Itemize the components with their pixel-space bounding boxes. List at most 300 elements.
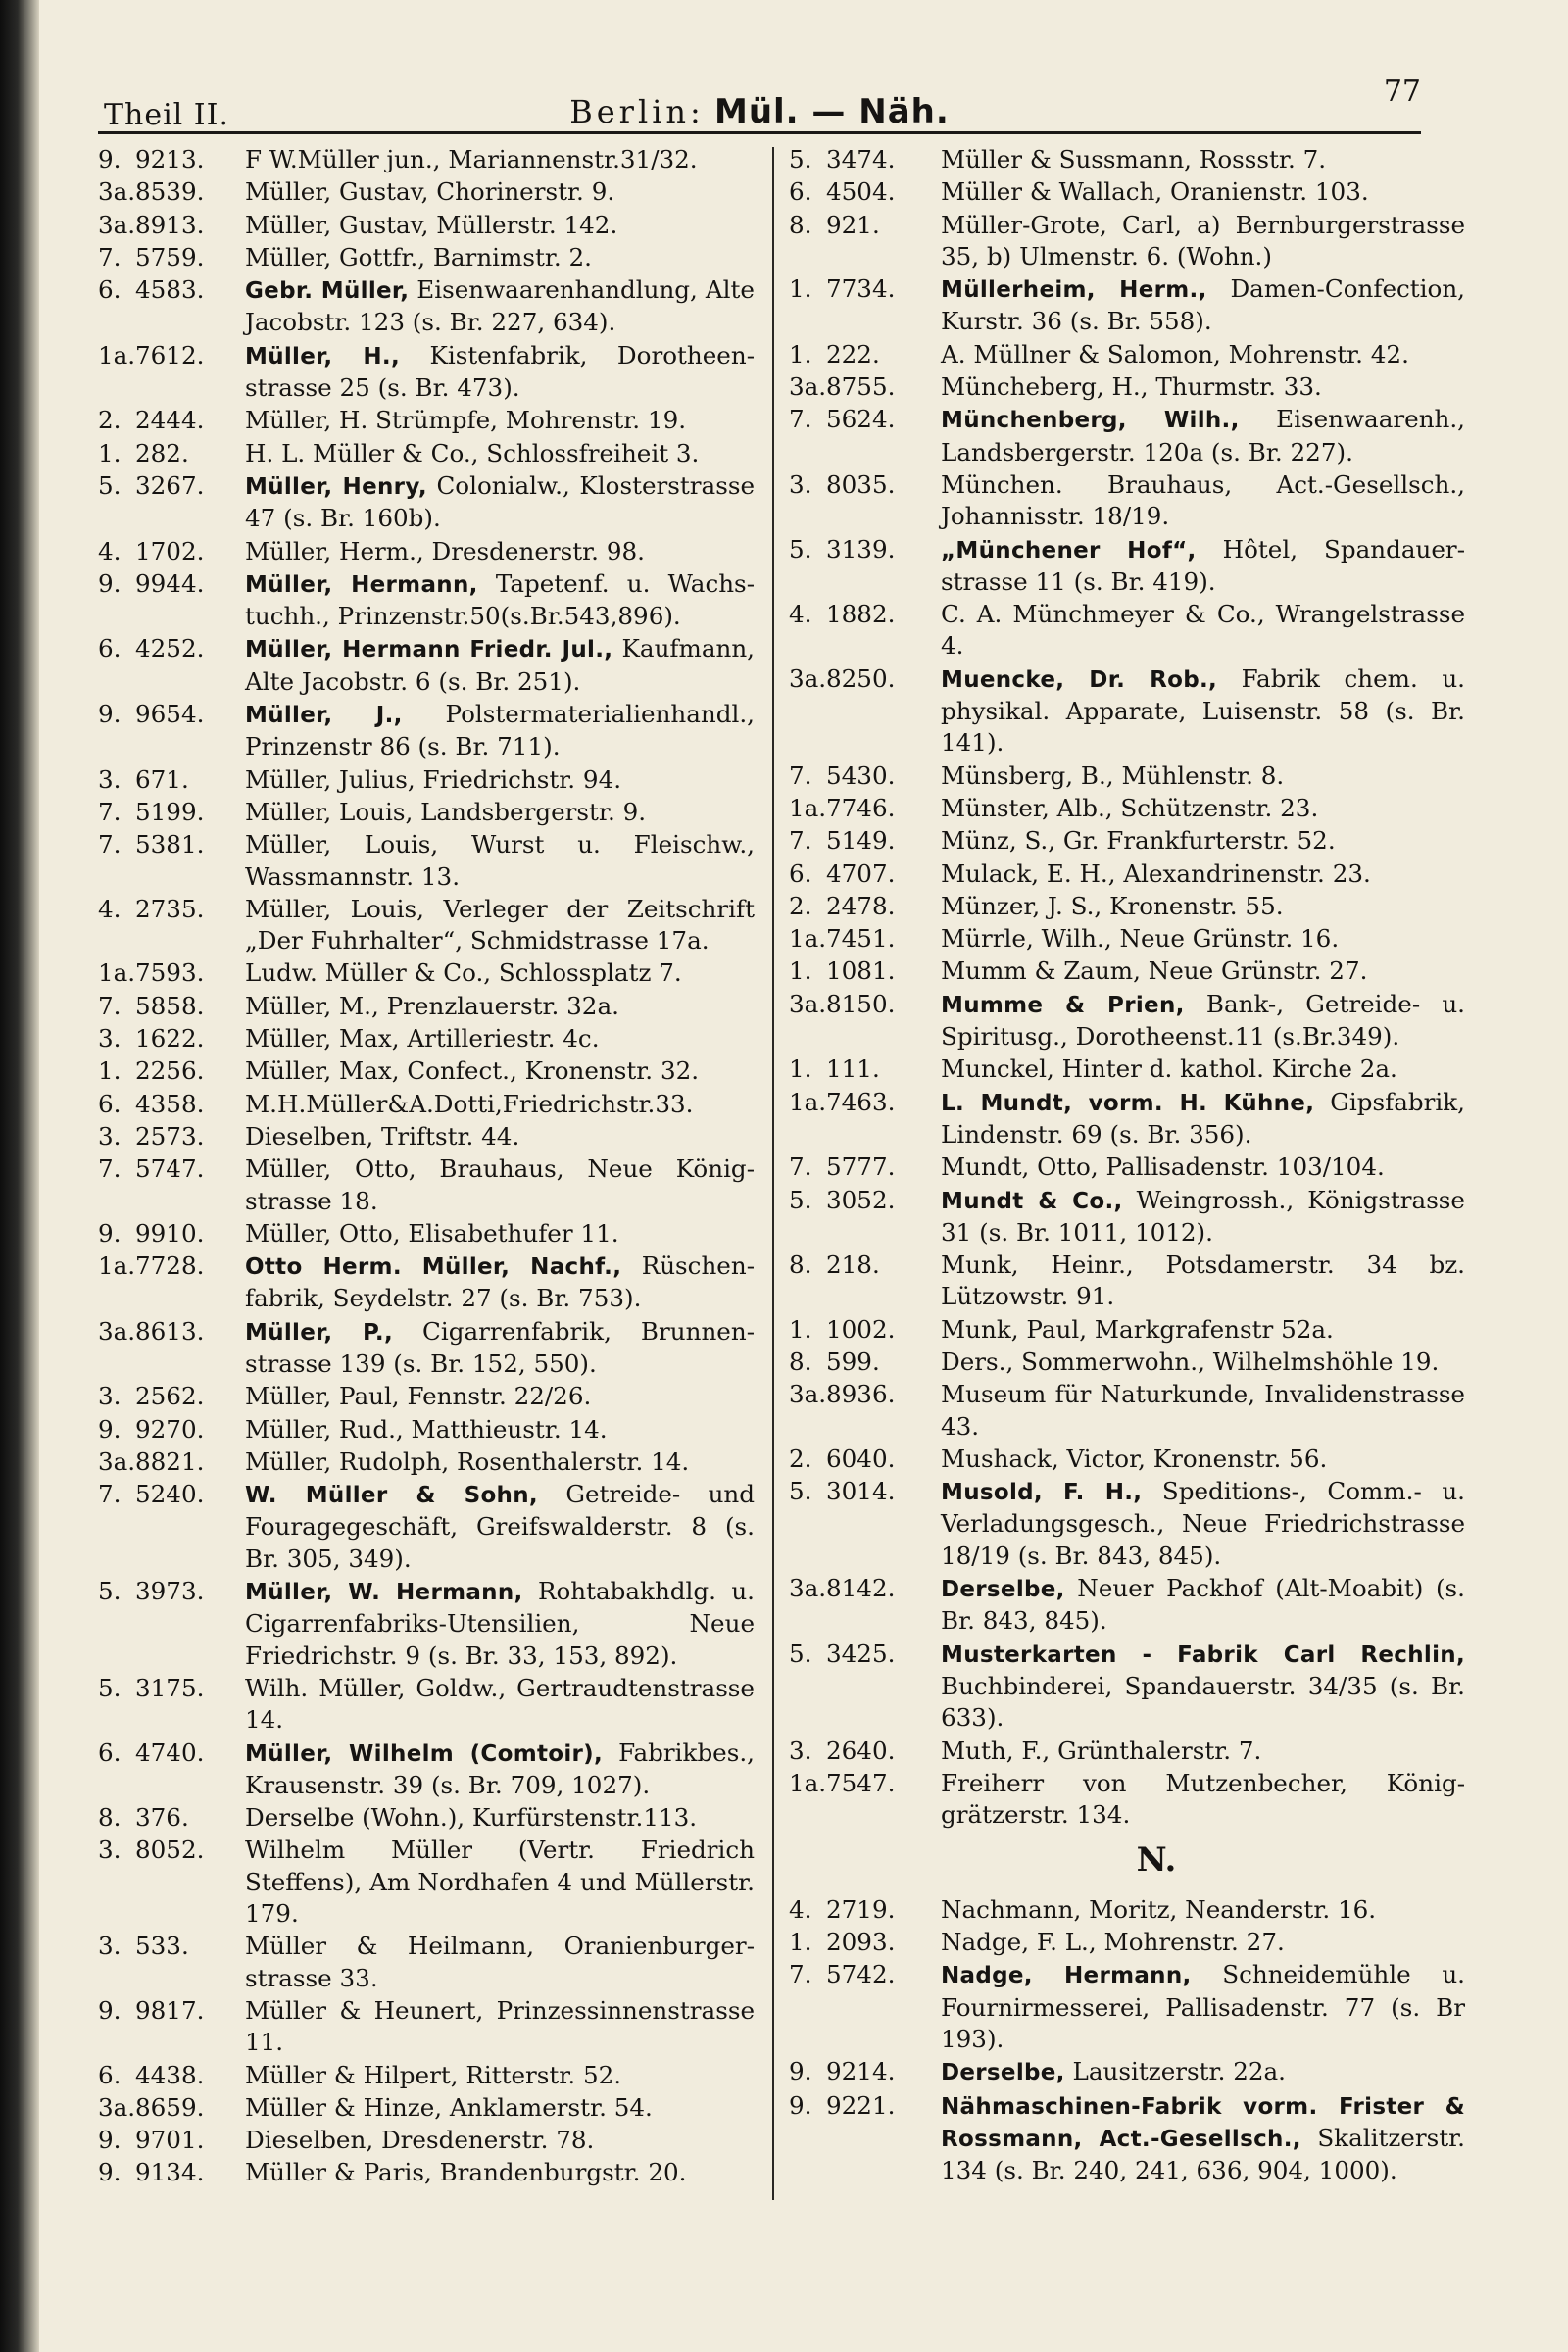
telephone-number: 4583. <box>135 275 205 305</box>
entry-text <box>941 404 1465 468</box>
entry-text <box>245 568 755 633</box>
directory-entry <box>789 404 1465 468</box>
directory-entry <box>789 923 1465 955</box>
entry-text <box>245 438 755 469</box>
entry-name-bold: Müller, Wilhelm (Comtoir), <box>245 1740 604 1767</box>
entry-text <box>245 797 755 828</box>
entry-details: Ders., Sommerwohn., Wilhelmshöhle 19. <box>941 1347 1440 1376</box>
directory-entry <box>789 210 1465 273</box>
entry-text <box>941 1736 1465 1767</box>
phone-code <box>789 1379 941 1410</box>
phone-code <box>98 210 245 241</box>
entry-details: Munk, Heinr., Potsdamerstr. 34 bz. Lützowstr. 91. <box>941 1250 1465 1311</box>
entry-name-bold: Müllerheim, Herm., <box>941 277 1207 304</box>
directory-entry <box>98 957 755 989</box>
telephone-number: 8142. <box>826 1574 896 1603</box>
entry-text <box>941 1152 1465 1183</box>
entry-text <box>941 1250 1465 1313</box>
telephone-number: 8150. <box>826 989 896 1018</box>
entry-text <box>245 1802 755 1834</box>
district-number: 1. <box>98 438 122 467</box>
telephone-number: 3175. <box>135 1673 205 1702</box>
telephone-number: 9134. <box>135 2158 205 2187</box>
entry-details: Tapetenf. u. Wachstuchh., Prinzenstr.50(s.Br.543,896). <box>245 568 755 631</box>
directory-entry <box>789 1573 1465 1638</box>
entry-name-bold: L. Mundt, vorm. H. Kühne, <box>941 1090 1315 1116</box>
entry-details: Buchbinderei, Spandauerstr. 34/35 (s. Br. 633). <box>941 1671 1465 1733</box>
entry-name-bold: Müller, Henry, <box>245 473 427 500</box>
entry-details: Müller-Grote, Carl, a) Bernburgerstrasse 35, b) Ulmenstr. 6. (Wohn.) <box>941 210 1465 270</box>
phone-code <box>789 210 941 241</box>
telephone-number: 2719. <box>826 1894 896 1924</box>
directory-entry <box>789 144 1465 175</box>
entry-name-bold: Muencke, Dr. Rob., <box>941 666 1218 693</box>
phone-code <box>789 1347 941 1378</box>
phone-code <box>789 534 941 565</box>
phone-code <box>789 1444 941 1475</box>
page-number: 77 <box>1383 74 1421 109</box>
telephone-number: 3425. <box>826 1639 896 1668</box>
telephone-number: 7463. <box>826 1087 896 1116</box>
phone-code <box>789 793 941 824</box>
directory-entry <box>98 1835 755 1930</box>
district-number: 3. <box>98 1024 122 1054</box>
phone-code <box>789 891 941 922</box>
directory-entry <box>98 699 755 763</box>
entry-details: Bank-, Getreide- u. Spiritusg., Dorotheenst.11 (s.Br.349). <box>941 989 1465 1052</box>
entry-text <box>941 371 1465 403</box>
directory-entry <box>789 1476 1465 1572</box>
directory-entry <box>98 1931 755 1994</box>
district-number: 3. <box>98 1932 122 1961</box>
city-label: Berlin: <box>569 93 705 130</box>
directory-entry <box>98 1121 755 1152</box>
entry-details: Müller, Rudolph, Rosenthalerstr. 14. <box>245 1446 690 1476</box>
telephone-number: 222. <box>826 339 880 368</box>
telephone-number: 7451. <box>826 924 896 954</box>
entry-text <box>245 2060 755 2091</box>
district-number: 6. <box>98 634 122 663</box>
entry-text <box>941 1087 1465 1152</box>
entry-details: Mumm & Zaum, Neue Grünstr. 27. <box>941 956 1368 986</box>
entry-name-bold: Müller, P., <box>245 1319 393 1346</box>
district-number: 3a. <box>789 989 827 1018</box>
phone-code <box>98 764 245 796</box>
entry-text <box>941 1476 1465 1572</box>
district-number: 8. <box>789 210 812 239</box>
district-number: 3a. <box>789 663 827 693</box>
district-number: 4. <box>789 1894 812 1924</box>
phone-code <box>789 1768 941 1799</box>
entry-details: Weingrossh., Königstrasse 31 (s. Br. 1011, 1012). <box>941 1185 1465 1247</box>
telephone-number: 921. <box>826 210 880 239</box>
directory-entry <box>789 663 1465 760</box>
entry-details: Mushack, Victor, Kronenstr. 56. <box>941 1444 1328 1473</box>
entry-details: Müller, Herm., Dresdenerstr. 98. <box>245 536 645 565</box>
directory-entry <box>98 829 755 893</box>
telephone-number: 9213. <box>135 145 205 173</box>
telephone-number: 7728. <box>135 1251 205 1281</box>
entry-details: Müller & Hinze, Anklamerstr. 54. <box>245 2092 653 2122</box>
right-entries-m <box>789 144 1465 1831</box>
entry-text <box>245 957 755 989</box>
directory-entry <box>789 760 1465 792</box>
phone-code <box>98 797 245 828</box>
telephone-number: 1002. <box>826 1314 896 1344</box>
entry-details: Kistenfabrik, Dorotheenstrasse 25 (s. Br. 473). <box>245 340 756 403</box>
telephone-number: 8913. <box>135 210 205 239</box>
entry-text <box>941 144 1465 175</box>
phone-code <box>98 1250 245 1282</box>
entry-text <box>941 176 1465 208</box>
entry-details: Müller, Louis, Verleger der Zeitschrift „Der Fuhrhalter“, Schmidstrasse 17a. <box>245 894 755 956</box>
district-number: 9. <box>789 2090 812 2120</box>
entry-text <box>941 1379 1465 1443</box>
directory-entry <box>789 339 1465 370</box>
entry-details: Museum für Naturkunde, Invalidenstrasse 43. <box>941 1380 1465 1441</box>
phone-code <box>98 991 245 1022</box>
entry-name-bold: Müller, Hermann Friedr. Jul., <box>245 637 613 663</box>
entry-name-bold: Derselbe, <box>941 2060 1065 2086</box>
directory-entry <box>98 991 755 1022</box>
telephone-number: 8755. <box>826 372 896 402</box>
telephone-number: 8035. <box>826 469 896 499</box>
phone-code <box>789 404 941 435</box>
district-number: 1a. <box>789 924 827 954</box>
district-number: 3a. <box>98 2092 136 2122</box>
directory-entry <box>98 536 755 567</box>
entry-name-bold: Münchenberg, Wilh., <box>941 408 1240 434</box>
telephone-number: 671. <box>135 764 189 794</box>
entry-details: Rüschenfabrik, Seydelstr. 27 (s. Br. 753). <box>245 1251 756 1313</box>
telephone-number: 9910. <box>135 1218 205 1248</box>
entry-details: Wilhelm Müller (Vertr. Friedrich Steffens), Am Nordhafen 4 und Müllerstr. 179. <box>245 1836 755 1929</box>
entry-text <box>245 1316 755 1381</box>
phone-code <box>98 1023 245 1054</box>
directory-entry <box>789 1768 1465 1832</box>
telephone-number: 7746. <box>826 793 896 822</box>
entry-details: Lausitzerstr. 22a. <box>1064 2057 1286 2086</box>
telephone-number: 5858. <box>135 991 205 1020</box>
district-number: 3a. <box>789 1574 827 1603</box>
phone-code <box>789 273 941 305</box>
entry-name-bold: Musold, F. H., <box>941 1480 1143 1506</box>
entry-details: Munk, Paul, Markgrafenstr 52a. <box>941 1314 1334 1344</box>
entry-name-bold: Müller, H., <box>245 343 401 369</box>
district-number: 7. <box>98 830 122 859</box>
entry-details: Cigarrenfabrik, Brunnenstrasse 139 (s. Br. 152, 550). <box>245 1316 755 1378</box>
directory-entry <box>98 1479 755 1575</box>
part-label: Theil II. <box>104 98 230 132</box>
telephone-number: 5381. <box>135 830 205 859</box>
entry-details: Müller, M., Prenzlauerstr. 32a. <box>245 991 619 1020</box>
binding-shadow <box>0 0 39 2352</box>
entry-text <box>941 793 1465 824</box>
phone-code <box>98 438 245 469</box>
district-number: 7. <box>789 760 812 790</box>
entry-text <box>941 858 1465 890</box>
telephone-number: 2562. <box>135 1382 205 1411</box>
directory-entry <box>789 793 1465 824</box>
district-number: 1. <box>789 274 812 304</box>
entry-text <box>245 699 755 763</box>
entry-details: Hôtel, Spandauerstrasse 11 (s. Br. 419). <box>941 534 1465 596</box>
district-number: 3. <box>98 764 122 794</box>
district-number: 3a. <box>98 1446 136 1476</box>
phone-code <box>789 1927 941 1958</box>
phone-code <box>789 1152 941 1183</box>
directory-entry <box>789 1736 1465 1767</box>
district-number: 3a. <box>789 1380 827 1409</box>
district-number: 9. <box>98 1995 122 2025</box>
entry-name-bold: Nähmaschinen-Fabrik vorm. Frister & Rossmann, Act.-Gesellsch., <box>941 2093 1465 2152</box>
telephone-number: 2444. <box>135 406 205 435</box>
directory-entry <box>789 534 1465 599</box>
phone-code <box>98 1738 245 1769</box>
entry-details: Müller & Paris, Brandenburgstr. 20. <box>245 2158 687 2187</box>
telephone-number: 1882. <box>826 600 896 629</box>
telephone-number: 2256. <box>135 1056 205 1086</box>
district-number: 5. <box>789 145 812 173</box>
directory-entry <box>789 1250 1465 1313</box>
directory-entry <box>789 1444 1465 1475</box>
entry-text <box>941 760 1465 792</box>
entry-text <box>245 1479 755 1575</box>
phone-code <box>789 2056 941 2087</box>
entry-text <box>941 2090 1465 2187</box>
entry-text <box>941 1444 1465 1475</box>
telephone-number: 1702. <box>135 536 205 565</box>
telephone-number: 9701. <box>135 2126 205 2155</box>
entry-text <box>245 1381 755 1412</box>
district-number: 9. <box>98 2126 122 2155</box>
entry-details: Müller, Louis, Wurst u. Fleischw., Wassmannstr. 13. <box>245 830 755 891</box>
telephone-number: 5742. <box>826 1960 896 1989</box>
district-number: 9. <box>98 1218 122 1248</box>
entry-name-bold: Müller, Hermann, <box>245 571 478 598</box>
phone-code <box>789 1250 941 1281</box>
entry-name-bold: Müller, W. Hermann, <box>245 1580 523 1606</box>
phone-code <box>98 1576 245 1607</box>
phone-code <box>789 2090 941 2122</box>
district-number: 4. <box>789 600 812 629</box>
telephone-number: 3267. <box>135 470 205 500</box>
entry-text <box>941 534 1465 599</box>
entry-details: Müller, Gottfr., Barnimstr. 2. <box>245 242 593 271</box>
directory-entry <box>98 210 755 241</box>
entry-details: Mundt, Otto, Pallisadenstr. 103/104. <box>941 1152 1385 1182</box>
phone-code <box>98 2157 245 2188</box>
telephone-number: 218. <box>826 1250 880 1280</box>
telephone-number: 2093. <box>826 1928 896 1957</box>
entry-details: Müller & Hilpert, Ritterstr. 52. <box>245 2060 622 2089</box>
entry-details: Mürrle, Wilh., Neue Grünstr. 16. <box>941 924 1340 954</box>
district-number: 6. <box>98 1738 122 1767</box>
entry-details: Nachmann, Moritz, Neanderstr. 16. <box>941 1894 1377 1924</box>
phone-code <box>98 1446 245 1478</box>
telephone-number: 7734. <box>826 274 896 304</box>
district-number: 7. <box>789 405 812 434</box>
phone-code <box>98 1673 245 1704</box>
entry-text <box>941 989 1465 1054</box>
phone-code <box>98 1089 245 1120</box>
entry-text <box>941 1768 1465 1832</box>
telephone-number: 7593. <box>135 958 205 988</box>
phone-code <box>789 1476 941 1507</box>
entry-name-bold: Nadge, Hermann, <box>941 1963 1192 1989</box>
directory-entry <box>789 2090 1465 2187</box>
directory-entry <box>789 1087 1465 1152</box>
telephone-number: 6040. <box>826 1444 896 1473</box>
phone-code <box>98 340 245 371</box>
entry-text <box>245 764 755 796</box>
phone-code <box>789 956 941 987</box>
district-number: 3a. <box>98 177 136 207</box>
phone-code <box>789 1736 941 1767</box>
telephone-number: 3014. <box>826 1477 896 1506</box>
district-number: 8. <box>789 1347 812 1376</box>
entry-text <box>245 1414 755 1446</box>
telephone-number: 8613. <box>135 1316 205 1346</box>
directory-entry <box>98 1023 755 1054</box>
entry-text <box>245 144 755 175</box>
entry-text <box>941 210 1465 273</box>
entry-details: Müller, H. Strümpfe, Mohrenstr. 19. <box>245 406 687 435</box>
entry-name-bold: Müller, J., <box>245 703 403 729</box>
entry-name-bold: Gebr. Müller, <box>245 278 410 305</box>
telephone-number: 1081. <box>826 956 896 986</box>
phone-code <box>789 760 941 792</box>
phone-code <box>789 1894 941 1926</box>
entry-text <box>941 2056 1465 2088</box>
entry-text <box>245 1673 755 1737</box>
phone-code <box>98 2092 245 2124</box>
district-number: 1. <box>789 339 812 368</box>
district-number: 6. <box>789 858 812 888</box>
entry-name-bold: Mundt & Co., <box>941 1188 1123 1214</box>
directory-entry <box>98 340 755 405</box>
directory-entry <box>98 1381 755 1412</box>
directory-entry <box>789 1959 1465 2055</box>
district-number: 5. <box>98 1577 122 1606</box>
phone-code <box>789 825 941 857</box>
phone-code <box>98 1414 245 1446</box>
entry-details: Derselbe (Wohn.), Kurfürstenstr.113. <box>245 1803 698 1833</box>
entry-text <box>245 894 755 957</box>
directory-entry <box>98 2092 755 2124</box>
entry-details: H. L. Müller & Co., Schlossfreiheit 3. <box>245 438 700 467</box>
entry-details: F W.Müller jun., Mariannenstr.31/32. <box>245 145 698 173</box>
district-number: 3. <box>98 1382 122 1411</box>
phone-code <box>789 1639 941 1670</box>
district-number: 8. <box>98 1803 122 1833</box>
entry-details: Müller, Gustav, Chorinerstr. 9. <box>245 177 615 207</box>
phone-code <box>789 469 941 501</box>
phone-code <box>98 1931 245 1962</box>
phone-code <box>789 1087 941 1118</box>
entry-details: Müller & Wallach, Oranienstr. 103. <box>941 177 1369 207</box>
entry-text <box>941 1185 1465 1250</box>
directory-entry <box>789 1054 1465 1085</box>
telephone-number: 282. <box>135 438 189 467</box>
telephone-number: 4358. <box>135 1089 205 1118</box>
directory-entry <box>98 1738 755 1802</box>
header-rule <box>98 131 1421 134</box>
phone-code <box>98 699 245 730</box>
directory-entry <box>98 1446 755 1478</box>
entry-text <box>941 663 1465 760</box>
district-number: 3a. <box>789 372 827 402</box>
entry-text <box>245 405 755 436</box>
phone-code <box>98 1995 245 2027</box>
entry-name-bold: W. Müller & Sohn, <box>245 1483 538 1509</box>
telephone-number: 5747. <box>135 1154 205 1184</box>
page-header <box>98 69 1421 137</box>
phone-code <box>789 599 941 630</box>
entry-text <box>245 2092 755 2124</box>
entry-details: Müller & Heilmann, Oranienburgerstrasse 33. <box>245 1932 755 1992</box>
entry-text <box>245 1931 755 1994</box>
entry-text <box>941 1314 1465 1346</box>
district-number: 9. <box>98 145 122 173</box>
directory-entry <box>789 599 1465 662</box>
telephone-number: 8250. <box>826 663 896 693</box>
telephone-number: 3139. <box>826 534 896 564</box>
telephone-number: 4740. <box>135 1738 205 1767</box>
phone-code <box>98 1218 245 1250</box>
district-number: 5. <box>789 534 812 564</box>
district-number: 3. <box>789 1736 812 1765</box>
district-number: 6. <box>789 177 812 207</box>
phone-code <box>98 1316 245 1348</box>
phone-code <box>789 663 941 695</box>
directory-entry <box>98 1995 755 2059</box>
entry-text <box>245 1218 755 1250</box>
entry-text <box>245 1089 755 1120</box>
entry-text <box>245 536 755 567</box>
entry-text <box>245 1446 755 1478</box>
directory-entry <box>789 1152 1465 1183</box>
entry-text <box>245 1995 755 2059</box>
entry-text <box>941 825 1465 857</box>
telephone-number: 5199. <box>135 797 205 826</box>
telephone-number: 8539. <box>135 177 205 207</box>
district-number: 6. <box>98 2060 122 2089</box>
directory-entry <box>98 274 755 339</box>
entry-details: Schneidemühle u. Fournirmesserei, Pallisadenstr. 77 (s. Br 193). <box>941 1960 1465 2053</box>
directory-entry <box>98 894 755 957</box>
district-number: 1a. <box>98 1251 136 1281</box>
phone-code <box>789 923 941 955</box>
district-number: 9. <box>98 700 122 729</box>
telephone-number: 1622. <box>135 1024 205 1054</box>
entry-details: Müller, Rud., Matthieustr. 14. <box>245 1414 608 1444</box>
entry-details: Rohtabakhdlg. u. Cigarrenfabriks-Utensilien, Neue Friedrichstr. 9 (s. Br. 33, 153, 892). <box>245 1577 755 1670</box>
telephone-number: 5624. <box>826 405 896 434</box>
running-head <box>98 92 1421 131</box>
telephone-number: 2573. <box>135 1121 205 1151</box>
phone-code <box>789 1054 941 1085</box>
entry-details: Kaufmann, Alte Jacobstr. 6 (s. Br. 251). <box>245 634 755 696</box>
entry-text <box>245 1153 755 1217</box>
directory-entry <box>789 956 1465 987</box>
directory-entry <box>98 2125 755 2156</box>
telephone-number: 3973. <box>135 1577 205 1606</box>
entry-text <box>941 273 1465 338</box>
entry-text <box>245 1121 755 1152</box>
district-number: 7. <box>789 1960 812 1989</box>
entry-details: München. Brauhaus, Act.-Gesellsch., Johannisstr. 18/19. <box>941 469 1465 531</box>
